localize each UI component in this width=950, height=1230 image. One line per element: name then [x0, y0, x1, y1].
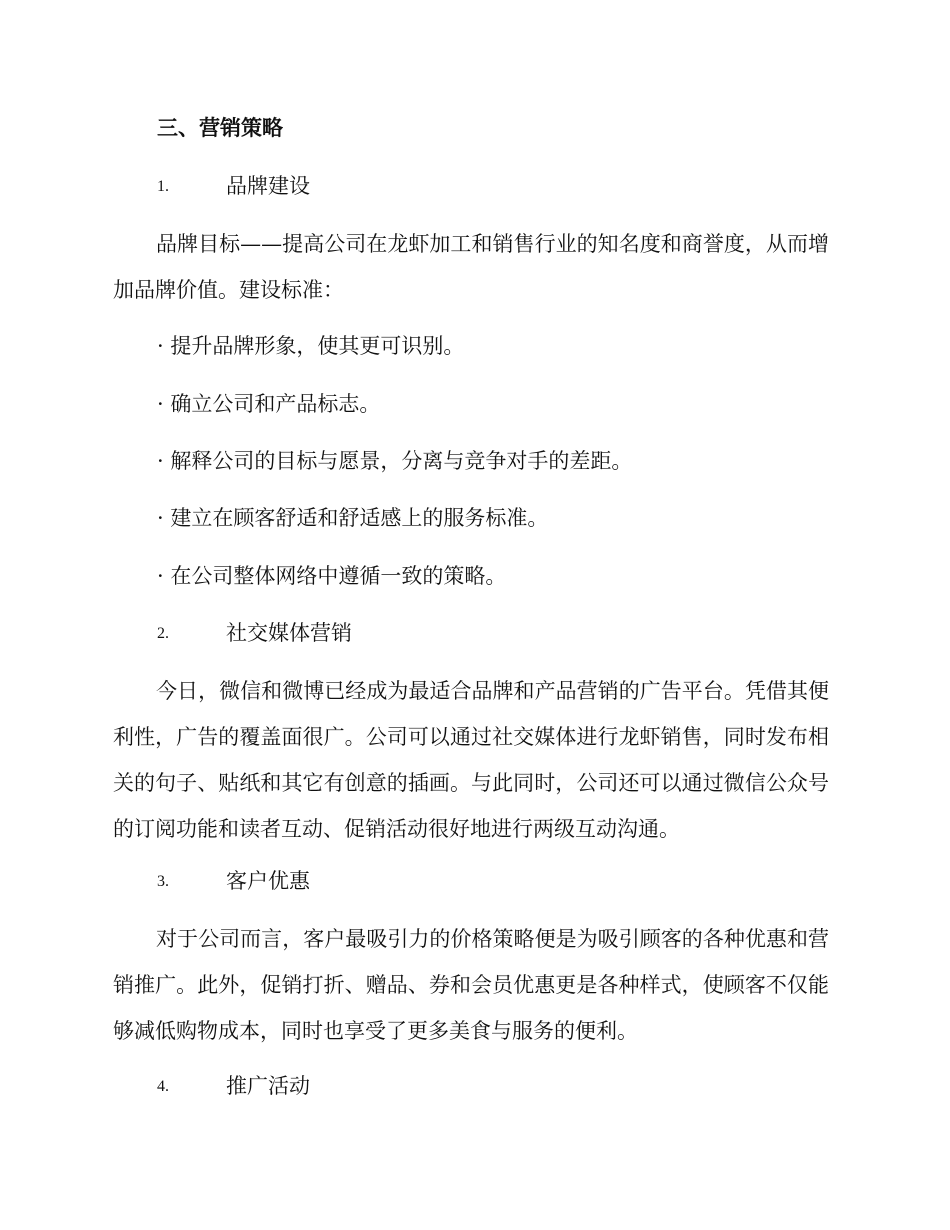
brand-bullet-1: · 提升品牌形象，使其更可识别。 [157, 334, 465, 358]
item-title-promotion: 推广活动 [226, 1074, 310, 1098]
item-title-discount: 客户优惠 [226, 869, 310, 893]
section-heading: 三、营销策略 [157, 115, 283, 140]
item-number-1: 1. [157, 178, 169, 195]
item-number-4: 4. [157, 1078, 169, 1095]
brand-bullet-3: · 解释公司的目标与愿景，分离与竞争对手的差距。 [157, 449, 633, 473]
discount-paragraph: 对于公司而言，客户最吸引力的价格策略便是为吸引顾客的各种优惠和营销推广。此外，促销打折、赠品、券和会员优惠更是各种样式，使顾客不仅能够减低购物成本，同时也享受了更多美食与服务的便利。 [113, 927, 829, 1043]
brand-intro-paragraph: 品牌目标——提高公司在龙虾加工和销售行业的知名度和商誉度，从而增加品牌价值。建设标准： [113, 232, 829, 302]
item-title-social: 社交媒体营销 [226, 621, 352, 645]
brand-bullet-5: · 在公司整体网络中遵循一致的策略。 [157, 564, 507, 588]
item-number-2: 2. [157, 625, 169, 642]
item-number-3: 3. [157, 873, 169, 890]
item-title-brand: 品牌建设 [226, 174, 310, 198]
brand-bullet-4: · 建立在顾客舒适和舒适感上的服务标准。 [157, 506, 549, 530]
social-paragraph: 今日，微信和微博已经成为最适合品牌和产品营销的广告平台。凭借其便利性，广告的覆盖面很广。公司可以通过社交媒体进行龙虾销售，同时发布相关的句子、贴纸和其它有创意的插画。与此同时，公司还可以通过微信公众号的订阅功能和读者互动、促销活动很好地进行两级互动沟通。 [113, 679, 829, 841]
brand-bullet-2: · 确立公司和产品标志。 [157, 392, 381, 416]
